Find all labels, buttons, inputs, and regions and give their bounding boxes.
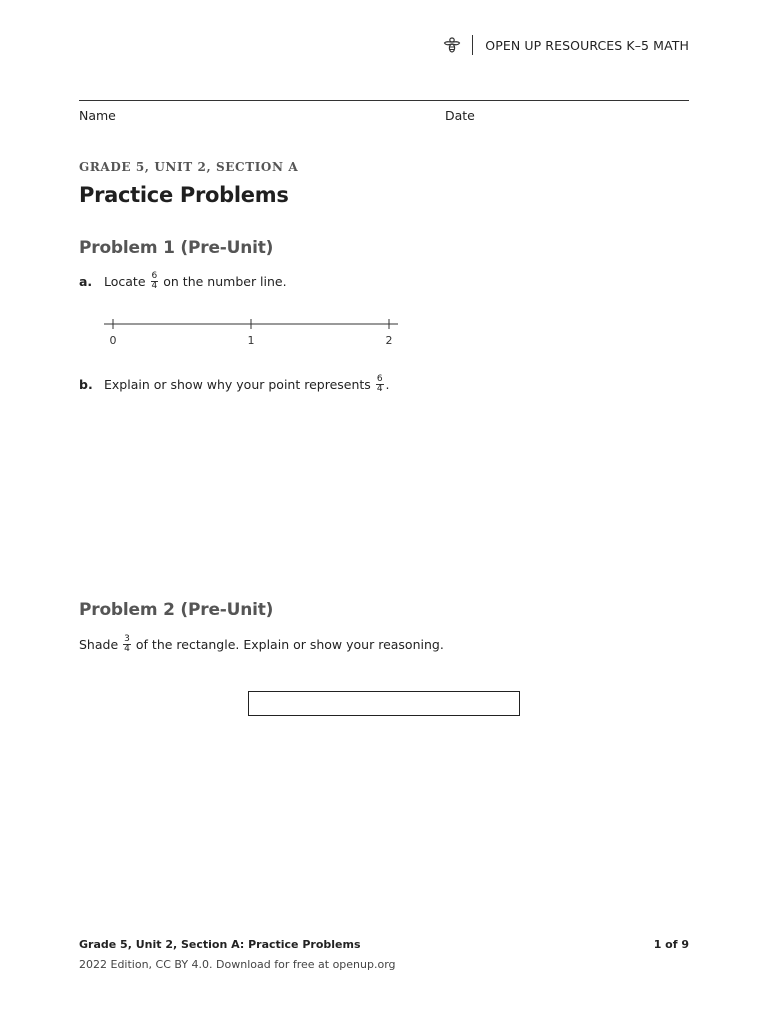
part-a-text-before: Locate	[104, 274, 146, 289]
part-b-text-before: Explain or show why your point represents	[104, 377, 371, 392]
header-title: OPEN UP RESOURCES K–5 MATH	[485, 37, 689, 53]
problem-1-title: Problem 1 (Pre-Unit)	[79, 238, 274, 258]
problem-1-part-a	[79, 272, 287, 291]
fraction-six-fourths	[151, 272, 159, 291]
fraction-three-fourths	[123, 635, 131, 654]
footer-license: 2022 Edition, CC BY 4.0. Download for free at openup.org	[79, 958, 396, 971]
bee-logo-icon	[442, 35, 462, 55]
number-line-label-1: 1	[247, 334, 255, 347]
fraction-six-fourths	[376, 375, 384, 394]
page-header	[442, 34, 689, 56]
fraction-numerator: 6	[376, 374, 383, 384]
part-b-letter: b.	[79, 377, 93, 392]
date-label: Date	[445, 108, 475, 123]
footer-title: Grade 5, Unit 2, Section A: Practice Problems	[79, 938, 361, 951]
problem-2-prompt	[79, 635, 444, 654]
fraction-numerator: 6	[151, 271, 158, 281]
section-label: GRADE 5, UNIT 2, SECTION A	[79, 160, 299, 174]
number-line-label-0: 0	[109, 334, 117, 347]
fraction-numerator: 3	[124, 634, 130, 644]
part-a-letter: a.	[79, 274, 93, 289]
part-b-text-after: .	[385, 377, 390, 392]
fraction-denominator: 4	[376, 384, 383, 394]
fraction-denominator: 4	[151, 281, 158, 291]
page-number: 1 of 9	[653, 938, 689, 951]
problem-2-text-before: Shade	[79, 637, 119, 652]
number-line-label-2: 2	[385, 334, 393, 347]
problem-1-part-b	[79, 375, 390, 394]
number-line[interactable]	[100, 315, 410, 351]
name-date-rule	[79, 100, 689, 101]
problem-2-title: Problem 2 (Pre-Unit)	[79, 600, 274, 620]
part-a-text-after: on the number line.	[163, 274, 287, 289]
page-title: Practice Problems	[79, 183, 289, 207]
fraction-denominator: 4	[124, 644, 130, 654]
shading-rectangle[interactable]	[248, 691, 520, 716]
name-label: Name	[79, 108, 116, 123]
header-divider	[472, 35, 473, 55]
problem-2-text-after: of the rectangle. Explain or show your reasoning.	[135, 637, 444, 652]
